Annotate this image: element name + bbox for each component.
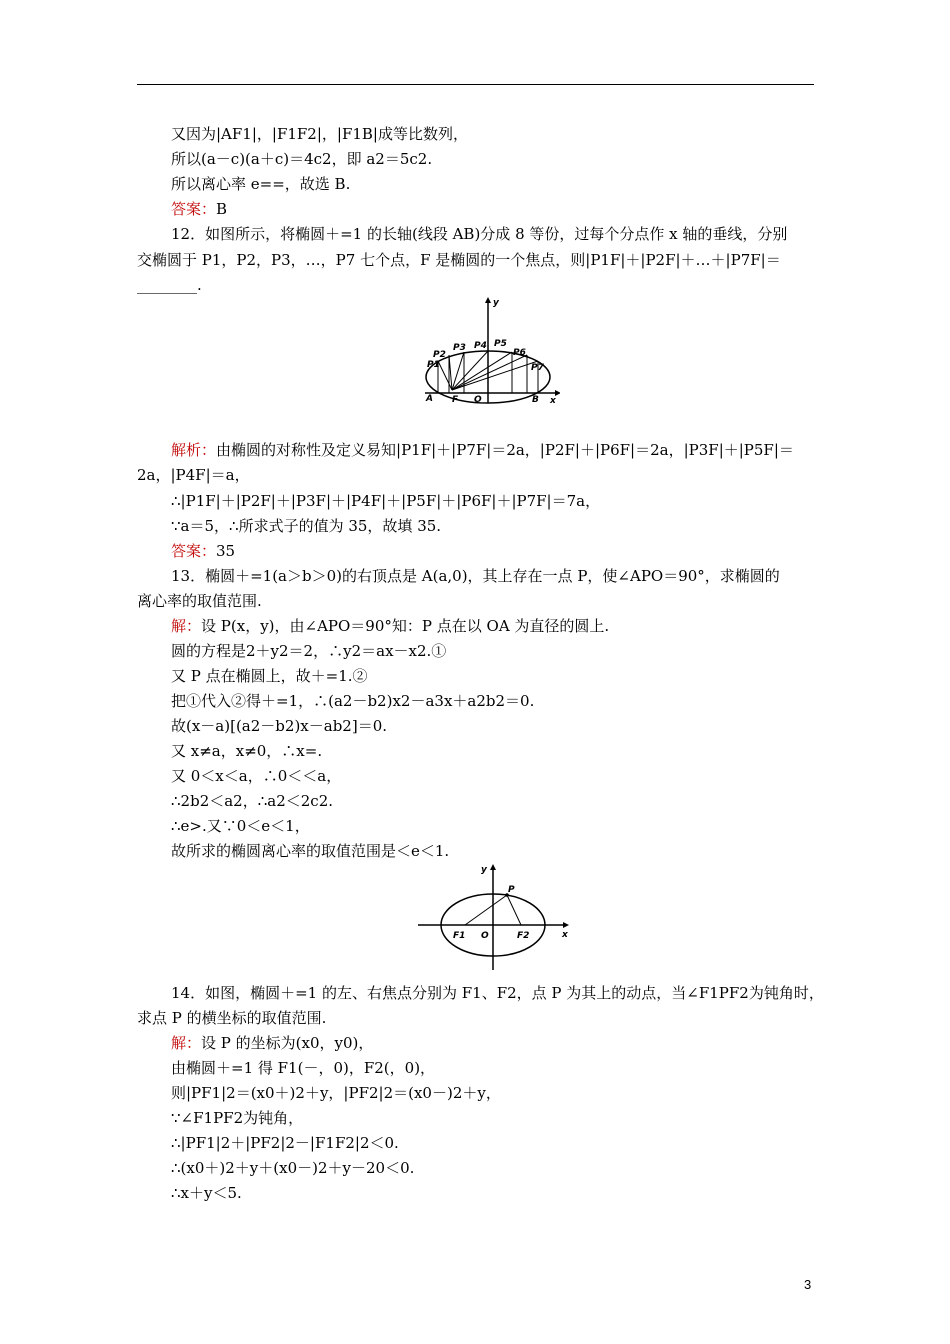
y-axis-label: y (493, 298, 499, 308)
text-line: ∵a＝5，∴所求式子的值为 35，故填 35. (171, 517, 442, 535)
segment-pf1 (465, 895, 507, 925)
text-line: 把①代入②得＋=1，∴(a2－b2)x2－a3x＋a2b2＝0. (171, 692, 535, 710)
label-b: B (532, 395, 539, 405)
answer-value: B (216, 200, 228, 218)
solution-line (171, 1035, 373, 1052)
solution-line (171, 442, 794, 459)
label-p7: P7 (531, 363, 544, 373)
text-line: 所以离心率 e==，故选 B. (171, 175, 351, 193)
page-number: 3 (804, 1277, 812, 1292)
header-rule (137, 84, 814, 85)
text-line: 所以(a－c)(a＋c)＝4c2，即 a2＝5c2. (171, 150, 433, 168)
y-axis-arrow (485, 297, 491, 303)
question-12: 12．如图所示，将椭圆＋=1 的长轴(线段 AB)分成 8 等份，过每个分点作 x 轴的垂线，分别 (171, 225, 788, 243)
text-line: ∵∠F1PF2为钝角， (171, 1109, 304, 1127)
question-14: 14．如图，椭圆＋=1 的左、右焦点分别为 F1、F2，点 P 为其上的动点，当∠F1PF2为钝角时， (171, 984, 824, 1002)
solution-label: 解： (171, 1034, 202, 1052)
text-line: 求点 P 的横坐标的取值范围. (137, 1009, 327, 1027)
label-p2: P2 (433, 350, 446, 360)
x-axis-label: x (562, 930, 568, 940)
y-axis-arrow (490, 864, 496, 870)
text-line: ∴|P1F|＋|P2F|＋|P3F|＋|P4F|＋|P5F|＋|P6F|＋|P7F|＝7a， (171, 492, 601, 510)
answer-value: 35 (216, 542, 236, 560)
segment-pf2 (507, 895, 521, 925)
text-line: 2a，|P4F|＝a， (137, 466, 250, 484)
x-axis-label: x (550, 396, 556, 405)
x-axis-arrow (563, 922, 569, 928)
label-f: F (452, 395, 459, 405)
text-line: 故(x－a)[(a2－b2)x－ab2]＝0. (171, 717, 388, 735)
text-line: ∴|PF1|2＋|PF2|2－|F1F2|2＜0. (171, 1134, 399, 1152)
solution-label: 解： (171, 617, 202, 635)
text-line: 交椭圆于 P1，P2，P3，…，P7 七个点，F 是椭圆的一个焦点，则|P1F|＋|P2F|＋…＋|P7F|＝ (137, 251, 781, 269)
text-line: ∴(x0＋)2＋y＋(x0－)2＋y－20＜0. (171, 1159, 415, 1177)
label-a: A (426, 394, 433, 404)
label-f1: F1 (453, 931, 466, 941)
text-line: 圆的方程是2＋y2＝2，∴y2＝ax－x2.① (171, 642, 447, 660)
text-line: ∴x＋y＜5. (171, 1184, 242, 1202)
text-line: 又 0＜x＜a，∴0＜＜a， (171, 767, 342, 785)
answer-label: 答案： (171, 200, 217, 218)
question-13: 13．椭圆＋=1(a＞b＞0)的右顶点是 A(a,0)，其上存在一点 P，使∠APO＝90°，求椭圆的 (171, 567, 780, 585)
solution-label: 解析： (171, 441, 217, 459)
label-f2: F2 (517, 931, 530, 941)
text-line: 又因为|AF1|，|F1F2|，|F1B|成等比数列， (171, 125, 468, 143)
label-p3: P3 (453, 343, 466, 353)
text-line: ∴2b2＜a2，∴a2＜2c2. (171, 792, 334, 810)
label-p6: P6 (513, 348, 526, 358)
text-line: 则|PF1|2＝(x0＋)2＋y，|PF2|2＝(x0－)2＋y， (171, 1084, 501, 1102)
label-p4: P4 (474, 341, 487, 351)
text-line: 又 P 点在椭圆上，故＋=1.② (171, 667, 368, 685)
label-p5: P5 (494, 339, 507, 349)
ellipse-figure-2 (415, 862, 570, 972)
text-line: 故所求的椭圆离心率的取值范围是＜e＜1. (171, 842, 450, 860)
solution-line (171, 618, 609, 635)
label-o: O (481, 931, 489, 941)
solution-text: 设 P 的坐标为(x0，y0)， (201, 1034, 374, 1052)
text-line: ∴e>.又∵0＜e＜1， (171, 817, 310, 835)
label-p1: P1 (427, 360, 440, 370)
ellipse-figure-1 (420, 295, 560, 405)
y-axis-label: y (481, 865, 487, 875)
text-line: 又 x≠a，x≠0，∴x=. (171, 742, 323, 760)
answer-label: 答案： (171, 542, 217, 560)
label-p: P (508, 885, 515, 895)
answer-line (171, 201, 227, 218)
label-o: O (474, 395, 482, 405)
answer-line (171, 543, 235, 560)
text-line: ________. (137, 276, 202, 294)
text-line: 离心率的取值范围. (137, 592, 262, 610)
solution-text: 由椭圆的对称性及定义易知|P1F|＋|P7F|＝2a，|P2F|＋|P6F|＝2a，|P3F|＋|P5F|＝ (216, 441, 794, 459)
text-line: 由椭圆＋=1 得 F1(－，0)，F2(，0)， (171, 1059, 436, 1077)
solution-text: 设 P(x，y)，由∠APO＝90°知：P 点在以 OA 为直径的圆上. (201, 617, 610, 635)
